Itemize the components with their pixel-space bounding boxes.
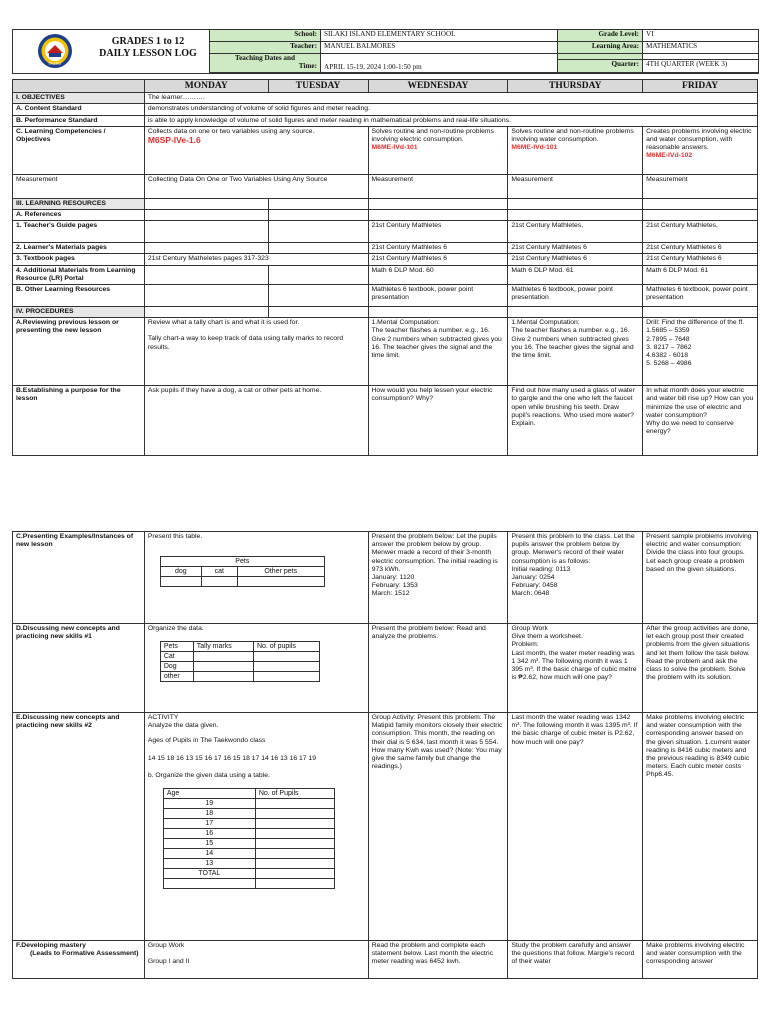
competency-friday (643, 126, 758, 174)
purpose-wednesday: How would you help lessen your electric consumption? Why? (368, 386, 508, 456)
teaching-dates-label-line1: Teaching Dates and (234, 53, 296, 62)
content-standard-label: A. Content Standard (13, 104, 145, 115)
grade-level-label: Grade Level: (558, 30, 643, 42)
reviewing-wednesday (368, 318, 508, 386)
presenting-examples-label: C.Presenting Examples/Instances of new lesson (13, 532, 145, 624)
purpose-monday: Ask pupils if they have a dog, a cat or other pets at home. (144, 386, 368, 456)
reading-line: February: 0458 (511, 582, 558, 590)
reviewing-monday-line1: Review what a tally chart is and what it is used for. (147, 319, 300, 327)
developing-mastery-title: F.Developing mastery (16, 942, 86, 949)
quarter-label: Quarter: (558, 59, 643, 72)
discussing1-monday-text: Organize the data. (147, 625, 204, 632)
school-value: SILAKI ISLAND ELEMENTARY SCHOOL (321, 30, 558, 42)
activity-instruction: Analyze the data given. (147, 722, 219, 730)
discussing-concepts-2-label: E.Discussing new concepts and practicing new skills #2 (13, 713, 145, 941)
activity-title: ACTIVITY (147, 714, 179, 721)
pets-table (160, 556, 325, 587)
purpose-friday-text2: Why do we need to conserve energy? (646, 420, 734, 436)
activity-data-title: Ages of Pupils in The Taekwondo class (147, 737, 266, 745)
log-title (83, 36, 213, 60)
textbook-monday: 21st Century Matheletes pages 317-323 (144, 254, 368, 265)
discussing-concepts-1-label: D.Discussing new concepts and practicing new skills #1 (13, 624, 145, 713)
pets-col-cat: cat (201, 567, 237, 577)
competency-thursday-text: Solves routine and non-routine problems involving water consumption. (511, 127, 634, 144)
reviewing-friday (643, 318, 758, 386)
competencies-label: C. Learning Competencies / Objectives (13, 126, 145, 174)
day-thursday: THURSDAY (508, 80, 643, 93)
reviewing-thursday-title: 1.Mental Computation: (511, 319, 580, 327)
reviewing-wednesday-text: The teacher flashes a number. e.g., 16. Give 2 numbers when subtracted gives you 16. The teacher gives the signal and the time limit. (371, 327, 502, 360)
pets-col-dog: dog (160, 567, 201, 577)
drill-item: 4.6382 - 6018 (646, 352, 689, 360)
reviewing-lesson-label: A.Reviewing previous lesson or presenting the new lesson (13, 318, 145, 386)
drill-item: 3. 8217 – 7862 (646, 343, 692, 351)
title-daily-lesson-log: DAILY LESSON LOG (99, 48, 197, 59)
purpose-thursday: Find out how many used a glass of water to gargle and the one who left the faucet open while brushing his teeth. Draw pupil's reactions. Who used more water? Explain. (508, 386, 643, 456)
lesson-plan-table-page1 (12, 79, 758, 456)
tally-row-dog: Dog (160, 662, 193, 672)
other-resources-thursday: Mathletes 6 textbook, power point presentation (508, 285, 643, 307)
reading-line: February: 1353 (371, 582, 418, 590)
discussing1-thursday (508, 624, 643, 713)
teacher-label: Teacher: (210, 41, 321, 53)
day-monday: MONDAY (144, 80, 268, 93)
lesson-plan-table-page2 (12, 531, 758, 979)
reading-line: January: 1120 (371, 574, 415, 582)
reading-line: March: 1512 (371, 590, 410, 598)
additional-materials-label: 4. Additional Materials from Learning Resource (LR) Portal (13, 265, 145, 284)
discussing2-wednesday: Group Activity: Present this problem: The Matipid family monitors closely their electric consumption. This month, the reading on their dial is 5 634, last month it was 5 554. How many Kwh was used? (Note: You may give the same family but change the readings.) (368, 713, 508, 941)
reading-line: Initial reading: 0113 (511, 565, 571, 573)
discussing1-monday (144, 624, 368, 713)
age-table (163, 788, 335, 889)
reviewing-thursday-text: The teacher flashes a number. e.g., 16. Give 2 numbers when subtracted gives you 16. The teacher gives the signal and the time limit. (511, 327, 634, 360)
presenting-monday-text: Present this table. (147, 533, 203, 540)
day-tuesday: TUESDAY (268, 80, 368, 93)
learners-materials-friday: 21st Century Mathletes 6 (643, 243, 758, 254)
other-resources-label: B. Other Learning Resources (13, 285, 145, 307)
competency-thursday (508, 126, 643, 174)
activity-organize-instruction: b. Organize the given data using a table. (147, 771, 270, 779)
lesson-log-header (12, 29, 759, 74)
grade-level-value: VI (643, 30, 759, 42)
teaching-dates-label-line2: Time: (298, 61, 317, 70)
mastery-monday-line1: Group Work (147, 942, 185, 949)
competency-monday-code: M6SP-IVe-1.6 (147, 135, 201, 146)
references-label: A. References (13, 210, 145, 221)
age-row: 14 (163, 849, 255, 859)
competency-wednesday-code: M6ME-IVd-101 (371, 144, 418, 152)
deped-seal-icon (37, 33, 73, 69)
developing-mastery-subtitle: (Leads to Formative Assessment) (30, 950, 139, 958)
teaching-dates-label (210, 53, 321, 72)
learners-materials-wednesday: 21st Century Mathletes 6 (368, 243, 508, 254)
other-resources-friday: Mathletes 6 textbook, power point presentation (643, 285, 758, 307)
competency-friday-text: Creates problems involving electric and water consumption, with reasonable answers. (646, 127, 752, 152)
section-procedures: IV. PROCEDURES (13, 307, 145, 318)
discussing2-thursday: Last month the water reading was 1342 m³. The following month it was 1395 m³. If the basic charge of cubic meter is P2.62, how much will one pay? (508, 713, 643, 941)
day-wednesday: WEDNESDAY (368, 80, 508, 93)
day-header-row (13, 80, 758, 93)
mastery-friday: Make problems involving electric and water consumption with the corresponding answer (643, 941, 758, 979)
performance-standard-label: B. Performance Standard (13, 115, 145, 126)
competency-monday-text: Collects data on one or two variables using any source. (147, 127, 315, 135)
reading-line: March: 0648 (511, 590, 550, 598)
textbook-wednesday: 21st Century Mathletes 6 (368, 254, 508, 265)
teachers-guide-label: 1. Teacher's Guide pages (13, 221, 145, 243)
teacher-value: MANUEL BALMORES (321, 41, 558, 53)
presenting-monday (144, 532, 368, 624)
textbook-thursday: 21st Century Mathletes 6 (508, 254, 643, 265)
reviewing-wednesday-title: 1.Mental Computation: (371, 319, 440, 327)
pets-table-title: Pets (160, 557, 324, 567)
section-resources: III. LEARNING RESOURCES (13, 198, 145, 209)
competency-monday (144, 126, 368, 174)
establishing-purpose-label: B.Establishing a purpose for the lesson (13, 386, 145, 456)
additional-materials-friday: Math 6 DLP Mod. 61 (643, 265, 758, 284)
presenting-friday: Present sample problems involving electric and water consumption: Divide the class into four groups. Let each group create a problem based on the given situations. (643, 532, 758, 624)
reviewing-monday (144, 318, 368, 386)
discussing1-thursday-line1: Group Work (511, 625, 548, 632)
competency-friday-code: M6ME-IVd-102 (646, 152, 693, 160)
learner-statement: The learner………. (144, 93, 757, 104)
tally-row-cat: Cat (160, 652, 193, 662)
title-grades: GRADES 1 to 12 (111, 36, 185, 47)
age-row: 13 (163, 859, 255, 869)
quarter-value: 4TH QUARTER (WEEK 3) (643, 59, 759, 72)
age-row: 18 (163, 809, 255, 819)
svg-text:DepED: DepED (48, 60, 62, 66)
age-col-age: Age (163, 789, 255, 799)
presenting-thursday (508, 532, 643, 624)
tally-table (160, 641, 320, 682)
mastery-wednesday: Read the problem and complete each statement below. Last month the electric meter reading was 6452 kwh. (368, 941, 508, 979)
age-row: 15 (163, 839, 255, 849)
age-row: 16 (163, 829, 255, 839)
age-row-total: TOTAL (163, 869, 255, 879)
teachers-guide-thursday: 21st Century Mathletes, (508, 221, 643, 243)
purpose-friday-text1: In what month does your electric and water bill rise up? How can you minimize the use of electric and water consumption? (646, 387, 754, 419)
additional-materials-wednesday: Math 6 DLP Mod. 60 (368, 265, 508, 284)
discussing1-friday: After the group activities are done, let each group post their created problems from the given situations and let them follow the task below. Read the problem and ask the class to solve the problem. Solve the problem with its solution. (643, 624, 758, 713)
presenting-wednesday (368, 532, 508, 624)
measurement-thursday: Measurement (508, 174, 643, 198)
competency-wednesday-text: Solves routine and non-routine problems involving electric consumption. (371, 127, 494, 144)
reviewing-thursday (508, 318, 643, 386)
mastery-monday-line2: Group I and II (147, 958, 190, 966)
performance-standard-text: is able to apply knowledge of volume of solid figures and meter reading in mathematical problems and real-life situations. (144, 115, 757, 126)
measurement-label: Measurement (13, 174, 145, 198)
learners-materials-thursday: 21st Century Mathletes 6 (508, 243, 643, 254)
teaching-dates-value: APRIL 15-19, 2024 1:00-1:50 pm (321, 53, 558, 72)
measurement-wednesday: Measurement (368, 174, 508, 198)
discussing1-thursday-line3: Problem: (511, 641, 539, 649)
tally-col-marks: Tally marks (193, 642, 253, 652)
competency-wednesday (368, 126, 508, 174)
textbook-label: 3. Textbook pages (13, 254, 145, 265)
developing-mastery-label (13, 941, 145, 979)
measurement-friday: Measurement (643, 174, 758, 198)
textbook-friday: 21st Century Mathletes 6 (643, 254, 758, 265)
section-objectives: I. OBJECTIVES (13, 93, 145, 104)
drill-item: 1.5685 – 5359 (646, 327, 690, 335)
reviewing-monday-line2: Tally chart-a way to keep track of data using tally marks to record results. (147, 335, 344, 351)
discussing2-friday: Make problems involving electric and water consumption with the corresponding answer based on the given situation. 1.current water reading is 8416 cubic meters and the previous reading is 8349 cubic meters. Each cubic meter costs Php6.45. (643, 713, 758, 941)
learners-materials-label: 2. Learner's Materials pages (13, 243, 145, 254)
other-resources-wednesday: Mathletes 6 textbook, power point presentation (368, 285, 508, 307)
discussing2-monday (144, 713, 368, 941)
age-col-count: No. of Pupils (255, 789, 334, 799)
age-row: 19 (163, 799, 255, 809)
discussing1-thursday-problem: Last month, the water meter reading was 1 342 m³. The following month it was 1 395 m³. If the basic charge of cubic metre is ₱2.62, how much will one pay? (511, 649, 637, 682)
purpose-friday (643, 386, 758, 456)
additional-materials-thursday: Math 6 DLP Mod. 61 (508, 265, 643, 284)
teachers-guide-friday: 21st Century Mathletes, (643, 221, 758, 243)
header-info-table (209, 29, 759, 73)
drill-item: 5. 5268 – 4986 (646, 360, 692, 368)
mastery-monday (144, 941, 368, 979)
day-friday: FRIDAY (643, 80, 758, 93)
tally-col-count: No. of pupils (253, 642, 319, 652)
teachers-guide-wednesday: 21st Century Mathletes (368, 221, 508, 243)
competency-thursday-code: M6ME-IVd-101 (511, 144, 558, 152)
tally-col-pets: Pets (160, 642, 193, 652)
content-standard-text: demonstrates understanding of volume of solid figures and meter reading. (144, 104, 757, 115)
drill-instruction: Drill: Find the difference of the ff. (646, 319, 745, 327)
mastery-thursday: Study the problem carefully and answer the questions that follow. Margie's record of their water (508, 941, 643, 979)
learning-area-label: Learning Area: (558, 41, 643, 53)
learning-area-value: MATHEMATICS (643, 41, 759, 53)
school-label: School: (210, 30, 321, 42)
tally-row-other: other (160, 672, 193, 682)
age-row: 17 (163, 819, 255, 829)
pets-col-other: Other pets (237, 567, 324, 577)
drill-item: 2.7895 – 7648 (646, 335, 690, 343)
reading-line: January: 0254 (511, 574, 555, 582)
presenting-wednesday-text: Present the problem below: Let the pupils answer the problem below by group. Menwer made a record of their 3-month electric consumption. The initial reading is 973 kWh. (371, 533, 498, 573)
measurement-monday: Collecting Data On One or Two Variables Using Any Source (144, 174, 368, 198)
presenting-thursday-text: Present this problem to the class. Let the pupils answer the problem below by group. Menwer's record of their water consumption is as follows: (511, 533, 635, 565)
discussing1-thursday-line2: Give them a worksheet. (511, 633, 583, 641)
activity-ages-data: 14 15 18 16 13 15 16 17 16 15 18 17 14 16 13 16 17 19 (147, 754, 316, 762)
deped-logo (37, 33, 73, 69)
discussing1-wednesday: Present the problem below: Read and analyze the problems. (368, 624, 508, 713)
